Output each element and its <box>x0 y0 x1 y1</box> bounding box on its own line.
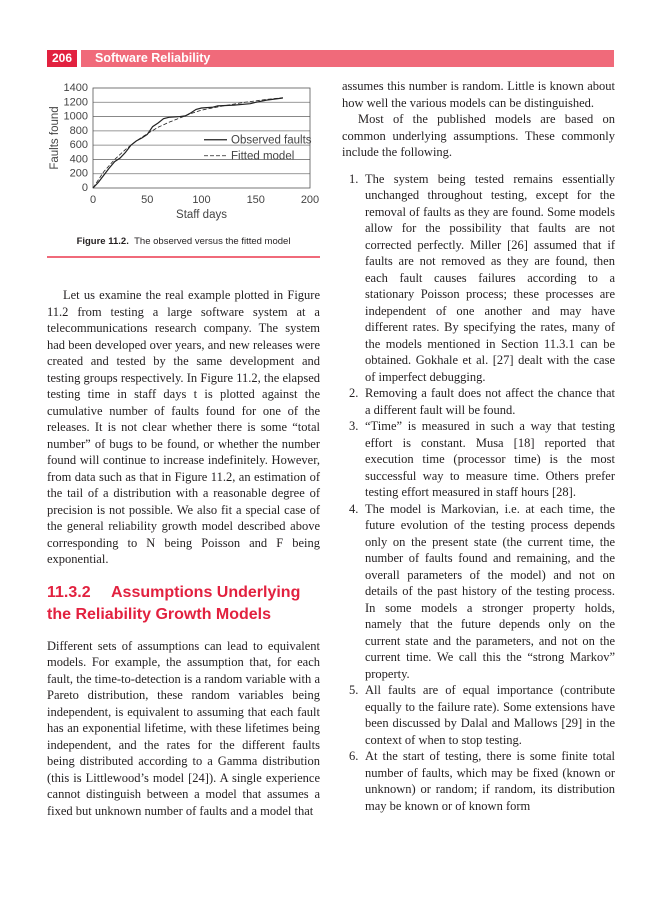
item-number: 6. <box>349 749 359 763</box>
y-axis-label: Faults found <box>49 106 61 170</box>
section-title: Assumptions Underlying the Reliability Growth Models <box>47 583 301 623</box>
item-number: 5. <box>349 683 359 697</box>
assumptions-list <box>342 171 615 815</box>
legend-label: Fitted model <box>231 150 295 163</box>
y-tick-label: 0 <box>81 182 88 194</box>
paragraph: Most of the published models are based on common underlying assumptions. These commonly include the following. <box>342 112 615 159</box>
item-text: “Time” is measured in such a way that testing effort is constant. Musa [18] reported that execution time (processor time) is the most successful way to measure time. Others prefer testing effort measured in staff hours [28]. <box>365 419 615 499</box>
x-tick-label: 150 <box>246 194 265 206</box>
paragraph: assumes this number is random. Little is known about how well the various models can be distinguished. <box>342 79 615 110</box>
running-title: Software Reliability <box>81 50 614 67</box>
y-tick-label: 200 <box>69 167 88 180</box>
caption-label: Figure 11.2. <box>76 236 129 247</box>
section-heading <box>47 582 320 626</box>
item-text: The model is Markovian, i.e. at each time, the future evolution of the testing process depends only on the present state (the current time, the number of faults found and remaining, and the overall parameters of the model) and not on details of the past history of the testing process. In some models a stronger property holds, namely that the future depends only on the current state and the parameters, and not on the current time. We call this the “strong Markov” property. <box>365 501 615 681</box>
left-column <box>47 287 320 819</box>
x-tick-label: 0 <box>89 194 97 206</box>
legend-label: Observed faults <box>231 134 312 147</box>
item-text: The system being tested remains essentially unchanged throughout testing, except for the removal of faults as they are found. Some models allow for the possibility that faults are not corrected perfectly. Miller [26] assumed that if faults are not removed as they are found, then each fault causes failures according to a stationary Poisson process; these processes are independent of one another and may have different rates. By specifying the rates, many of the models mentioned in Section 11.3.1 can be obtained. Gokhale et al. [27] dealt with the case of imperfect debugging. <box>365 171 615 384</box>
list-item <box>342 171 615 386</box>
y-tick-label: 400 <box>69 153 88 166</box>
y-tick-label: 1200 <box>63 96 88 109</box>
figure-caption <box>47 236 320 247</box>
caption-rule <box>47 256 320 258</box>
item-text: At the start of testing, there is some finite total number of faults, which may be fixed (known or unknown) or random; if random, its distribution may be known or of known form <box>365 749 615 813</box>
faults-chart <box>47 80 327 228</box>
page-number: 206 <box>47 50 77 67</box>
list-item <box>342 682 615 748</box>
item-text: Removing a fault does not affect the chance that a different fault will be found. <box>365 386 615 417</box>
right-column <box>342 78 615 814</box>
x-axis-label: Staff days <box>176 209 227 221</box>
caption-text: The observed versus the fitted model <box>134 236 291 247</box>
item-number: 2. <box>349 386 359 400</box>
x-tick-label: 200 <box>300 194 320 206</box>
running-header <box>47 50 614 67</box>
list-item <box>342 418 615 501</box>
item-number: 4. <box>349 501 359 516</box>
paragraph: Let us examine the real example plotted in Figure 11.2 from testing a large software system at a telecommunications research company. The system had been developed over years, and new releases were created and tested by the same development and testing groups respectively. In Figure 11.2, the elapsed testing time in staff days t is plotted against the cumulative number of faults found for one of the releases. It is not clear whether there is some “total number” of bugs to be found, or whether the number found will continue to increase indefinitely. However, from data such as that in Figure 11.2, an estimation of the tail of a distribution with a reasonable degree of precision is not possible. We also fit a special case of the general reliability growth model described above corresponding to N being Poisson and F being exponential. <box>47 288 320 566</box>
item-text: All faults are of equal importance (contribute equally to the failure rate). Some extensions have been discussed by Dalal and Mallows [29] in the context of when to stop testing. <box>365 683 615 747</box>
x-tick-label: 50 <box>141 194 154 206</box>
list-item <box>342 501 615 683</box>
list-item <box>342 385 615 418</box>
list-item <box>342 748 615 814</box>
y-tick-label: 1000 <box>63 110 88 123</box>
y-tick-label: 1400 <box>63 82 88 94</box>
item-number: 1. <box>349 171 359 186</box>
x-tick-label: 100 <box>192 194 211 206</box>
y-tick-label: 800 <box>69 124 88 137</box>
paragraph: Different sets of assumptions can lead to equivalent models. For example, the assumption that, for each fault, the time-to-detection is a random variable with a Pareto distribution, these random variables being independent, is equivalent to assuming that each fault has an exponential lifetime, with these lifetimes being independent, and the rates for the different faults being distributed according to a Gamma distribution (this is Littlewood’s model [24]). A single experience cannot distinguish between a model that assumes a fixed but unknown number of faults and a model that <box>47 638 320 818</box>
section-number: 11.3.2 <box>47 583 91 601</box>
item-number: 3. <box>349 419 359 433</box>
y-tick-label: 600 <box>69 139 88 152</box>
